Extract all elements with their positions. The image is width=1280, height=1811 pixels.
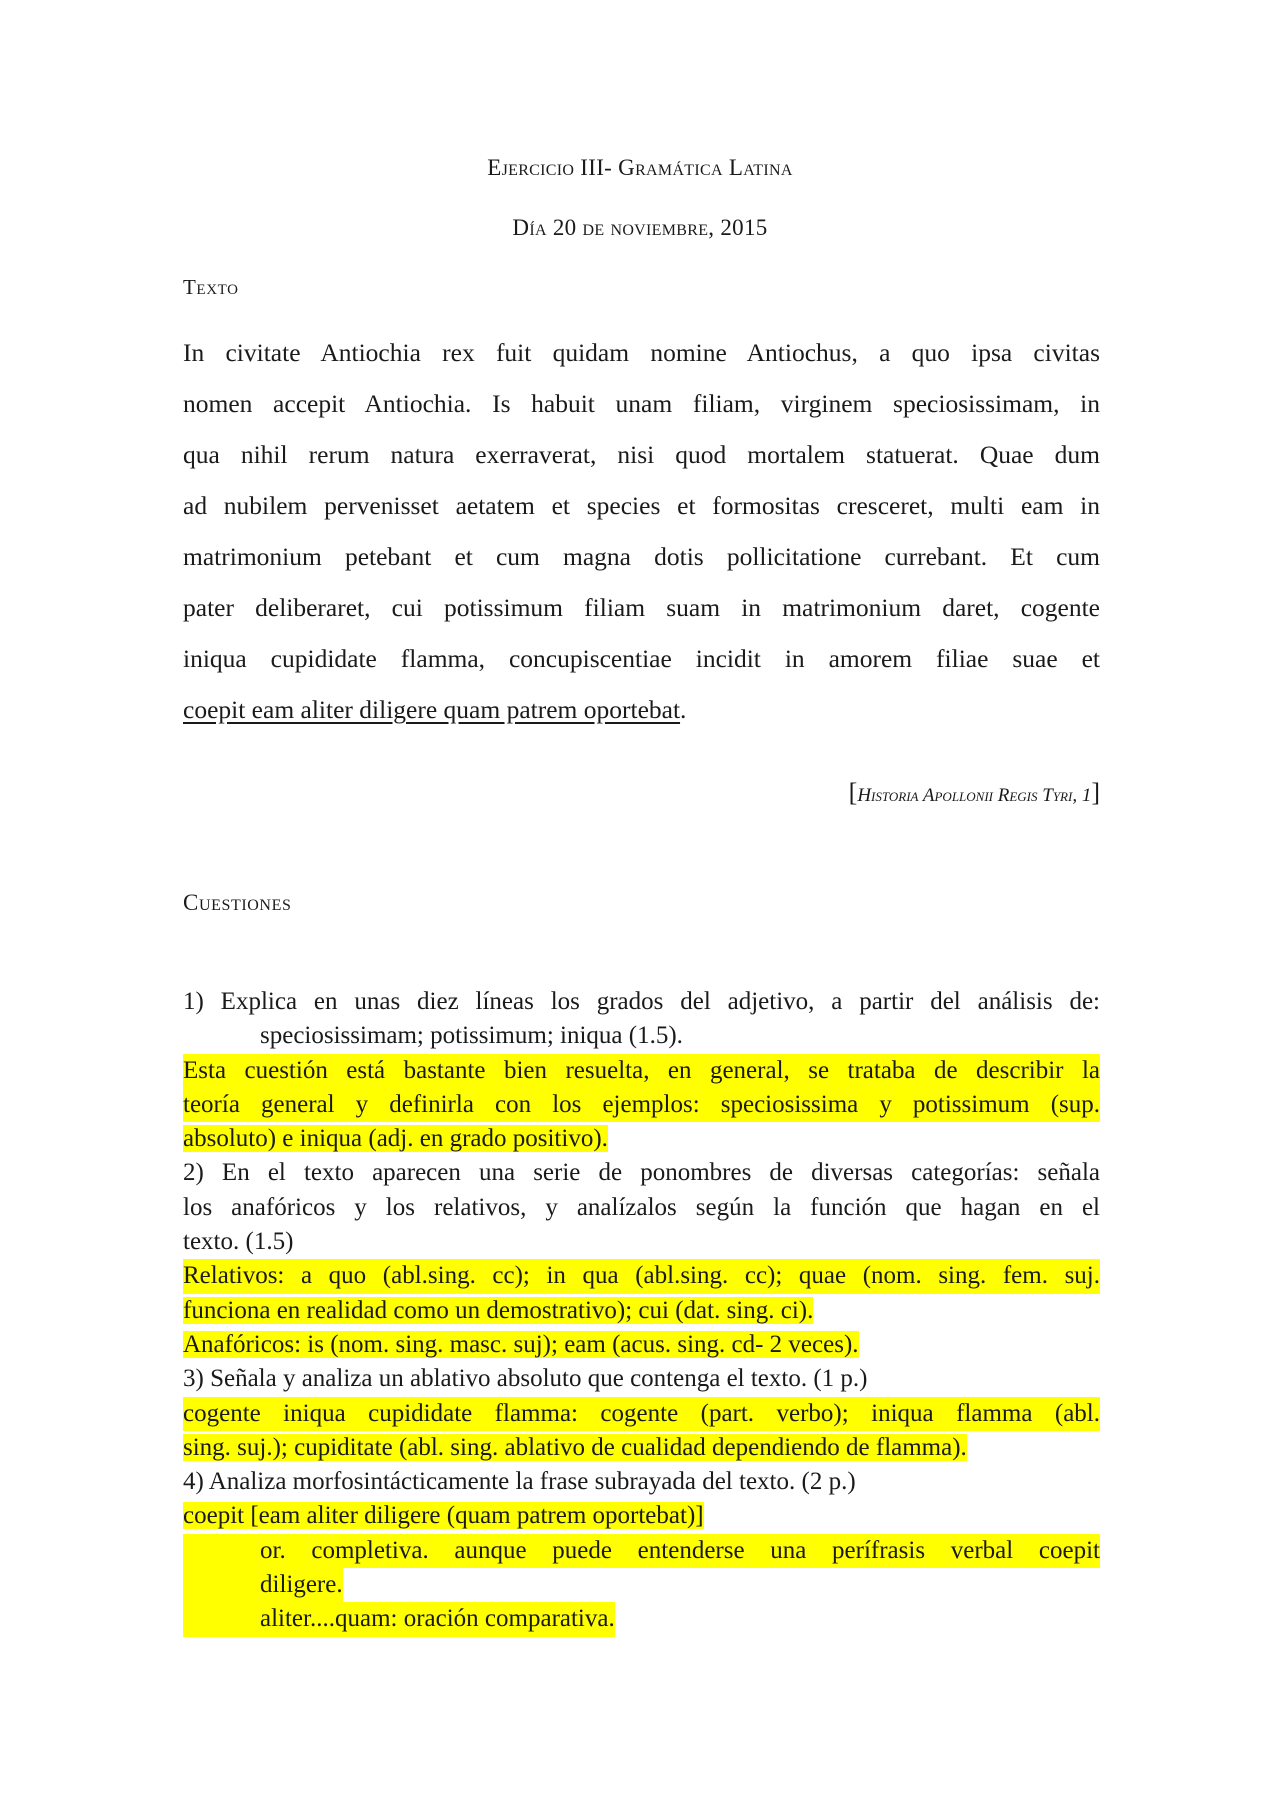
title-line-1: Ejercicio III- Gramática Latina [487, 155, 793, 180]
questions-block [183, 985, 1100, 1637]
q2-answer-line: funciona en realidad como un demostrativo); cui (dat. sing. ci). [183, 1296, 814, 1324]
q4-answer-indented-row [183, 1534, 1100, 1568]
cuestiones-label: Cuestiones [183, 890, 292, 915]
q1-answer-line: Esta cuestión está bastante bien resuelta, en general, se trataba de describir la [183, 1054, 1100, 1088]
latin-line: In civitate Antiochia rex fuit quidam nomine Antiochus, a quo ipsa civitas [183, 338, 1100, 367]
q2-line: texto. (1.5) [183, 1228, 294, 1256]
q4-answer-indented: diligere. [260, 1568, 343, 1602]
q4-answer-indented: or. completiva. aunque puede entenderse una perífrasis verbal coepit [260, 1536, 1100, 1564]
q1-answer-line: teoría general y definirla con los ejemplos: speciosissima y potissimum (sup. [183, 1088, 1100, 1122]
q1-line2: speciosissimam; potissimum; iniqua (1.5). [260, 1022, 683, 1050]
q4-line: 4) Analiza morfosintácticamente la frase subrayada del texto. (2 p.) [183, 1468, 856, 1496]
q4-answer-line: coepit [eam aliter diligere (quam patrem oportebat)] [183, 1502, 704, 1530]
q3-answer-line: sing. suj.); cupiditate (abl. sing. ablativo de cualidad dependiendo de flamma). [183, 1433, 967, 1461]
source-text: Historia Apollonii Regis Tyri, 1 [857, 785, 1092, 806]
latin-passage [183, 327, 1100, 735]
latin-line: qua nihil rerum natura exerraverat, nisi quod mortalem statuerat. Quae dum [183, 440, 1100, 469]
source-open-bracket: [ [848, 778, 858, 807]
latin-line: iniqua cupididate flamma, concupiscentiae incidit in amorem filiae suae et [183, 644, 1100, 673]
q3-answer-line: cogente iniqua cupididate flamma: cogente (part. verbo); iniqua flamma (abl. [183, 1397, 1100, 1431]
latin-last-line [183, 684, 1100, 735]
texto-label: Texto [183, 275, 239, 299]
q1-line1: 1) Explica en unas diez líneas los grados del adjetivo, a partir del análisis de: [183, 988, 1100, 1015]
latin-line: ad nubilem pervenisset aetatem et species et formositas cresceret, multi eam in [183, 491, 1100, 520]
source-citation [849, 778, 1100, 808]
source-close-bracket: ] [1091, 778, 1100, 807]
latin-line: pater deliberaret, cui potissimum filiam suam in matrimonium daret, cogente [183, 593, 1100, 622]
q2-line: los anafóricos y los relativos, y analízalos según la función que hagan en el [183, 1193, 1100, 1221]
q2-line: 2) En el texto aparecen una serie de ponombres de diversas categorías: señala [183, 1159, 1100, 1187]
latin-line: nomen accepit Antiochia. Is habuit unam filiam, virginem speciosissimam, in [183, 389, 1100, 418]
q3-line: 3) Señala y analiza un ablativo absoluto que contenga el texto. (1 p.) [183, 1365, 868, 1393]
final-punct: . [680, 695, 687, 724]
q2-answer-line: Relativos: a quo (abl.sing. cc); in qua (abl.sing. cc); quae (nom. sing. fem. suj. [183, 1259, 1100, 1293]
q2-answer-line: Anafóricos: is (nom. sing. masc. suj); eam (acus. sing. cd- 2 veces). [183, 1330, 859, 1358]
latin-line: matrimonium petebant et cum magna dotis pollicitatione currebant. Et cum [183, 542, 1100, 571]
q1-answer-line: absoluto) e iniqua (adj. en grado positivo). [183, 1125, 608, 1153]
q4-answer-indented: aliter....quam: oración comparativa. [260, 1602, 615, 1636]
title-line-2: Día 20 de noviembre, 2015 [512, 215, 768, 240]
underlined-phrase: coepit eam aliter diligere quam patrem oportebat [183, 695, 681, 724]
